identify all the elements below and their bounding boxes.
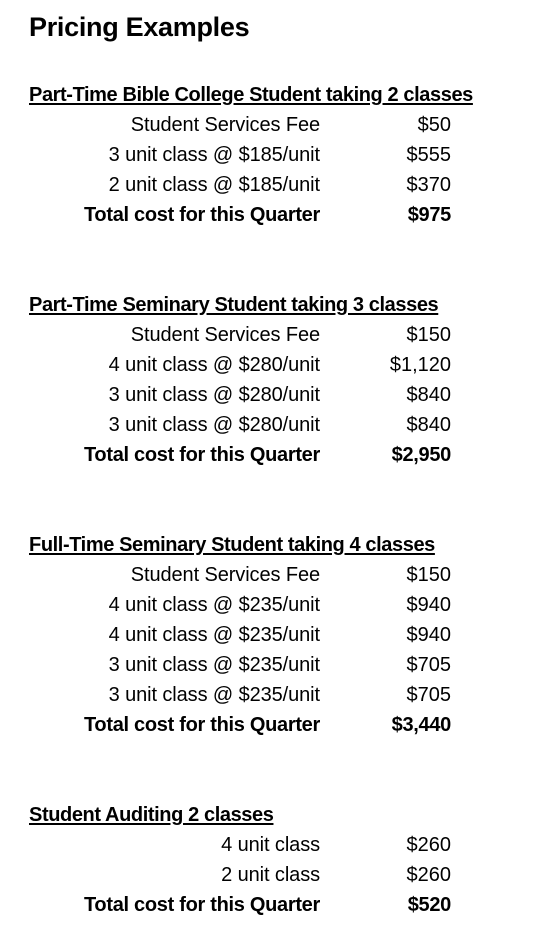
- total-row: [0, 200, 544, 230]
- line-item-amount: $370: [406, 174, 451, 196]
- line-item: [0, 110, 544, 140]
- line-item-amount: $150: [406, 564, 451, 586]
- line-item-label: Student Services Fee: [130, 564, 320, 586]
- total-amount: $2,950: [391, 444, 451, 466]
- line-item-label: 3 unit class @ $235/unit: [108, 654, 320, 676]
- total-label: Total cost for this Quarter: [83, 204, 320, 226]
- line-item-label: Student Services Fee: [130, 324, 320, 346]
- line-item-amount: $940: [406, 594, 451, 616]
- line-item-label: 4 unit class @ $235/unit: [108, 624, 320, 646]
- line-item-amount: $260: [406, 864, 451, 886]
- total-amount: $3,440: [391, 714, 451, 736]
- section-heading: Part-Time Seminary Student taking 3 classes: [29, 294, 439, 316]
- line-item: [0, 410, 544, 440]
- line-item-label: 3 unit class @ $280/unit: [108, 384, 320, 406]
- line-item-amount: $150: [406, 324, 451, 346]
- total-amount: $975: [407, 204, 451, 226]
- total-label: Total cost for this Quarter: [83, 444, 320, 466]
- line-item-amount: $840: [406, 384, 451, 406]
- section-heading: Full-Time Seminary Student taking 4 classes: [29, 534, 435, 556]
- line-item-label: 3 unit class @ $235/unit: [108, 684, 320, 706]
- line-item-amount: $555: [406, 144, 451, 166]
- line-item-amount: $1,120: [389, 354, 451, 376]
- line-item-amount: $705: [406, 684, 451, 706]
- line-item-label: 2 unit class: [221, 864, 320, 886]
- line-item-label: 4 unit class @ $235/unit: [108, 594, 320, 616]
- section-heading: Student Auditing 2 classes: [29, 804, 274, 826]
- line-item-amount: $940: [406, 624, 451, 646]
- total-label: Total cost for this Quarter: [83, 714, 320, 736]
- total-row: [0, 890, 544, 920]
- line-item: [0, 680, 544, 710]
- line-item-amount: $840: [406, 414, 451, 436]
- line-item: [0, 860, 544, 890]
- total-row: [0, 440, 544, 470]
- line-item-label: 2 unit class @ $185/unit: [108, 174, 320, 196]
- line-item: [0, 140, 544, 170]
- line-item: [0, 560, 544, 590]
- line-item: [0, 170, 544, 200]
- line-item-amount: $50: [417, 114, 451, 136]
- line-item: [0, 380, 544, 410]
- total-amount: $520: [407, 894, 451, 916]
- line-item-label: 3 unit class @ $280/unit: [108, 414, 320, 436]
- total-row: [0, 710, 544, 740]
- line-item-amount: $260: [406, 834, 451, 856]
- line-item: [0, 620, 544, 650]
- line-item-label: 3 unit class @ $185/unit: [108, 144, 320, 166]
- line-item: [0, 320, 544, 350]
- line-item: [0, 650, 544, 680]
- line-item-label: 4 unit class @ $280/unit: [108, 354, 320, 376]
- line-item-label: Student Services Fee: [130, 114, 320, 136]
- line-item: [0, 590, 544, 620]
- page-title: Pricing Examples: [29, 12, 250, 42]
- line-item: [0, 830, 544, 860]
- total-label: Total cost for this Quarter: [83, 894, 320, 916]
- line-item-amount: $705: [406, 654, 451, 676]
- line-item: [0, 350, 544, 380]
- section-heading: Part-Time Bible College Student taking 2 classes: [29, 84, 473, 106]
- line-item-label: 4 unit class: [221, 834, 320, 856]
